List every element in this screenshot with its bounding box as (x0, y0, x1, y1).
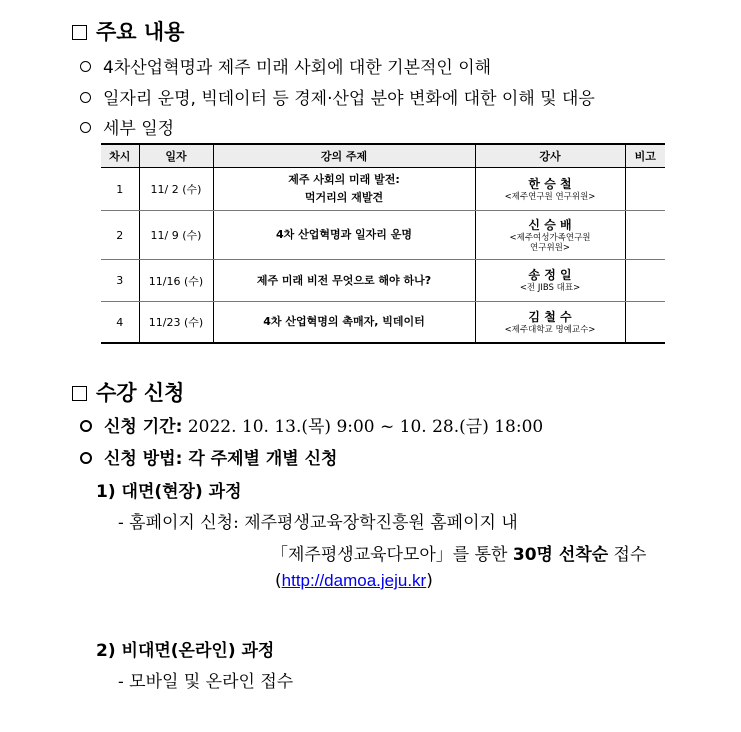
cell-note (625, 302, 665, 343)
topic-line: 제주 미래 비전 무엇으로 해야 하나? (256, 273, 432, 287)
accept-text: 접수 (613, 545, 647, 565)
course1-homepage-line: - 홈페이지 신청: 제주평생교육장학진흥원 홈페이지 내 (118, 513, 518, 533)
lecturer-name: 김 철 수 (528, 309, 572, 324)
cell-session: 3 (101, 260, 139, 302)
table-row (101, 168, 665, 211)
section-heading-registration (72, 377, 184, 407)
cell-lecturer (475, 168, 625, 211)
topic-line: 4차 산업혁명과 일자리 운명 (275, 228, 413, 241)
paren-close: ) (426, 571, 433, 591)
cell-session: 4 (116, 315, 124, 329)
cell-date: 11/ 2 (수) (139, 168, 213, 211)
bullet-item (80, 114, 174, 139)
cell-session: 2 (101, 211, 139, 260)
cell-topic (213, 211, 475, 260)
course1-detail-line (271, 540, 646, 565)
schedule-table (101, 145, 665, 343)
header-lecturer: 강사 (475, 145, 625, 168)
cell-lecturer (475, 260, 625, 302)
lecturer-affiliation: 연구위원> (530, 242, 570, 253)
cell-topic (213, 302, 475, 343)
bullet-text: 세부 일정 (103, 119, 175, 139)
circle-bullet-icon (80, 61, 91, 72)
capacity-text: 30명 선착순 (512, 545, 609, 565)
paren-open: ( (275, 571, 282, 591)
header-note: 비고 (625, 145, 665, 168)
cell-date: 11/16 (수) (139, 260, 213, 302)
circle-bullet-icon (80, 122, 91, 133)
circle-bullet-icon (80, 420, 92, 432)
period-label: 신청 기간: (104, 417, 183, 437)
lecturer-affiliation: <전 JIBS 대표> (519, 283, 581, 293)
lecturer-name: 한 승 철 (528, 176, 572, 191)
section-title: 주요 내용 (96, 20, 185, 44)
bullet-item (80, 84, 595, 109)
cell-note (625, 211, 665, 260)
lecturer-affiliation: <제주대학교 명예교수> (504, 324, 596, 335)
course2-line: - 모바일 및 온라인 접수 (118, 672, 294, 692)
lecturer-affiliation: <제주연구원 연구위원> (504, 191, 596, 202)
header-topic: 강의 주제 (213, 145, 475, 168)
topic-line: 먹거리의 재발견 (304, 191, 384, 204)
course1-title: 1) 대면(현장) 과정 (96, 482, 242, 502)
cell-note (625, 260, 665, 302)
square-bullet-icon (72, 25, 87, 40)
lecturer-name: 신 승 배 (528, 217, 572, 232)
lecturer-affiliation: <제주여성가족연구원 (509, 232, 591, 243)
registration-method (80, 444, 337, 469)
section-title: 수강 신청 (96, 381, 185, 405)
homepage-link-line (275, 571, 433, 591)
cell-topic (213, 260, 475, 302)
cell-note (625, 168, 665, 211)
cell-lecturer (475, 211, 625, 260)
header-session: 차시 (101, 145, 139, 168)
bullet-text: 4차산업혁명과 제주 미래 사회에 대한 기본적인 이해 (103, 58, 492, 78)
method-label: 신청 방법: 각 주제별 개별 신청 (104, 449, 338, 469)
table-row (101, 211, 665, 260)
section-heading-main-content (72, 16, 184, 46)
registration-period (80, 412, 543, 437)
cell-date: 11/ 9 (수) (139, 211, 213, 260)
circle-bullet-icon (80, 92, 91, 103)
header-date: 일자 (139, 145, 213, 168)
bullet-text: 일자리 운명, 빅데이터 등 경제·산업 분야 변화에 대한 이해 및 대응 (103, 89, 595, 109)
lecturer-name: 송 정 일 (528, 268, 572, 282)
portal-name-text: 「제주평생교육다모아」를 통한 (271, 545, 508, 565)
cell-topic (213, 168, 475, 211)
homepage-link[interactable]: http://damoa.jeju.kr (281, 571, 427, 590)
cell-session: 1 (101, 168, 139, 211)
period-value: 2022. 10. 13.(목) 9:00 ~ 10. 28.(금) 18:00 (187, 417, 544, 437)
cell-date: 11/23 (수) (139, 302, 213, 343)
topic-line: 4차 산업혁명의 촉매자, 빅데이터 (263, 315, 425, 329)
table-header-row (101, 145, 665, 168)
table-row (101, 302, 665, 343)
square-bullet-icon (72, 386, 87, 401)
topic-line: 제주 사회의 미래 발전: (288, 173, 400, 186)
bullet-item (80, 53, 491, 78)
cell-lecturer (475, 302, 625, 343)
circle-bullet-icon (80, 452, 92, 464)
course2-title: 2) 비대면(온라인) 과정 (96, 641, 275, 661)
table-row (101, 260, 665, 302)
table-bottom-rule (101, 342, 665, 344)
